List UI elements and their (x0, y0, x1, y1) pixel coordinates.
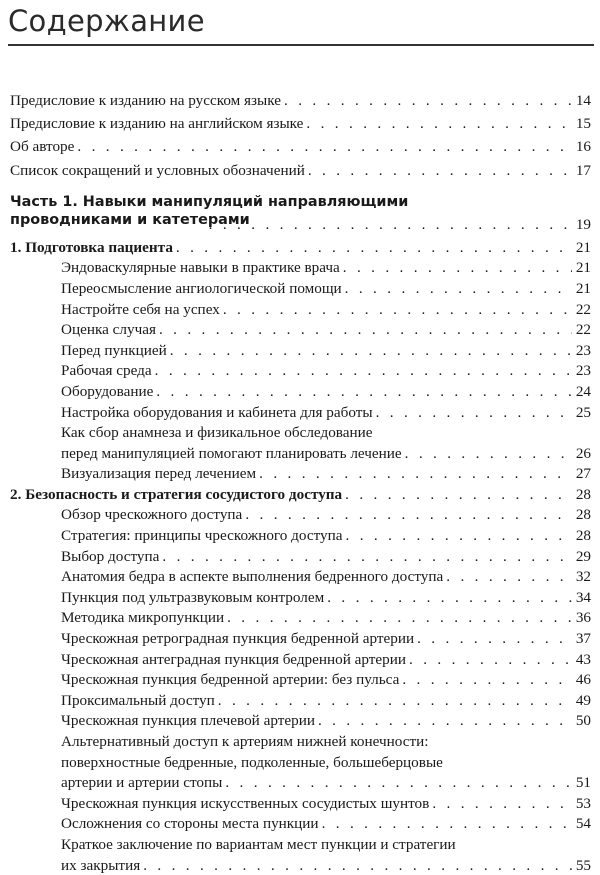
toc-entry-text: Предисловие к изданию на русском языке (10, 92, 281, 109)
toc-entry-text: Проксимальный доступ (61, 691, 215, 709)
toc-entry-text: Настройка оборудования и кабинета для работы (61, 403, 373, 421)
dot-leader (318, 712, 572, 731)
toc-entry[interactable] (10, 259, 591, 278)
toc-entry[interactable] (10, 342, 591, 361)
dot-leader (227, 609, 572, 628)
toc-page-number: 26 (575, 444, 591, 462)
dot-leader (409, 651, 572, 670)
chapter-title: 2. Безопасность и стратегия сосудистого доступа (10, 485, 343, 503)
toc-entry[interactable] (10, 465, 591, 484)
toc-entry-text: Методика микропункции (61, 609, 225, 627)
toc-entry-multiline-line1[interactable] (10, 836, 591, 855)
dot-leader (306, 115, 571, 134)
chapter-title: 1. Подготовка пациента (10, 238, 173, 256)
toc-entry-text: Переосмысление ангиологической помощи (61, 279, 342, 297)
toc-page-number: 15 (575, 115, 591, 133)
toc-entry-text: Чрескожная пункция искусственных сосудистых шунтов (61, 794, 430, 812)
toc-entry-text: Рабочая среда (61, 362, 152, 380)
toc-page-number: 36 (575, 609, 591, 627)
toc-entry-text: Чрескожная ретроградная пункция бедренной артерии (61, 630, 415, 648)
toc-entry-text: Краткое заключение по вариантам мест пункции и стратегии (61, 835, 456, 853)
toc-entry[interactable] (10, 609, 591, 628)
toc-entry-preface-russian[interactable] (10, 92, 591, 111)
toc-entry[interactable] (10, 712, 591, 731)
toc-page-number: 21 (575, 238, 591, 256)
toc-page-number: 53 (575, 794, 591, 812)
dot-leader (345, 486, 572, 505)
dot-leader (218, 692, 572, 711)
toc-page-number: 19 (575, 216, 591, 234)
toc-page-number: 55 (575, 856, 591, 874)
toc-entry-abbreviations[interactable] (10, 162, 591, 181)
toc-entry-preface-english[interactable] (10, 115, 591, 134)
toc-entry-text: Обзор чрескожного доступа (61, 506, 243, 524)
toc-page-number: 23 (575, 341, 591, 359)
dot-leader (343, 259, 572, 278)
dot-leader (346, 527, 572, 546)
dot-leader (417, 630, 572, 649)
part-title-line1: Часть 1. Навыки манипуляций направляющими (10, 194, 409, 211)
toc-entry-text: Предисловие к изданию на английском языке (10, 115, 304, 133)
dot-leader (345, 280, 572, 299)
dot-leader (159, 321, 572, 340)
toc-page-number: 21 (575, 259, 591, 277)
toc-page-number: 28 (575, 485, 591, 503)
page-title: Содержание (8, 4, 205, 38)
toc-entry[interactable] (10, 692, 591, 711)
toc-entry-text: Список сокращений и условных обозначений (10, 161, 305, 179)
toc-page-number: 54 (575, 815, 591, 833)
toc-page-number: 34 (575, 588, 591, 606)
toc-page-number: 46 (575, 671, 591, 689)
toc-entry[interactable] (10, 362, 591, 381)
toc-entry[interactable] (10, 506, 591, 525)
toc-page-number: 16 (575, 138, 591, 156)
dot-leader (155, 362, 572, 381)
toc-entry-text: Эндоваскулярные навыки в практике врача (61, 259, 340, 277)
dot-leader (225, 774, 571, 793)
toc-entry[interactable] (10, 383, 591, 402)
toc-page-number: 17 (575, 161, 591, 179)
toc-entry-text: поверхностные бедренные, подколенные, большеберцовые (61, 753, 443, 771)
toc-page-number: 32 (575, 568, 591, 586)
toc-entry-text: Пункция под ультразвуковым контролем (61, 588, 325, 606)
toc-entry[interactable] (10, 589, 591, 608)
dot-leader (223, 301, 572, 320)
toc-page-number: 24 (575, 382, 591, 400)
toc-entry[interactable] (10, 815, 591, 834)
toc-page-number: 27 (575, 465, 591, 483)
toc-entry-text: перед манипуляцией помогают планировать лечение (61, 444, 402, 462)
toc-entry[interactable] (10, 548, 591, 567)
toc-page-number: 29 (575, 547, 591, 565)
dot-leader (162, 548, 571, 567)
table-of-contents (10, 92, 591, 875)
toc-entry-text: Перед пункцией (61, 341, 167, 359)
part-title-line2: проводниками и катетерами (10, 212, 250, 229)
dot-leader (322, 815, 572, 834)
toc-entry[interactable] (10, 404, 591, 423)
toc-entry-multiline-line2[interactable] (10, 754, 591, 773)
toc-chapter-2[interactable] (10, 486, 591, 505)
toc-page-number: 14 (575, 92, 591, 109)
toc-entry[interactable] (10, 671, 591, 690)
dot-leader (402, 671, 571, 690)
toc-entry-text: Альтернативный доступ к артериям нижней конечности: (61, 733, 429, 750)
toc-entry-text: Об авторе (10, 138, 75, 156)
toc-entry-text: Анатомия бедра в аспекте выполнения бедренного доступа (61, 568, 444, 586)
toc-entry[interactable] (10, 568, 591, 587)
toc-entry[interactable] (10, 630, 591, 649)
toc-entry-text: артерии и артерии стопы (61, 774, 223, 792)
toc-entry-text: Чрескожная пункция плечевой артерии (61, 712, 315, 730)
toc-entry-text: Выбор доступа (61, 547, 160, 565)
toc-page-number: 25 (575, 403, 591, 421)
toc-entry-text: Оборудование (61, 382, 154, 400)
toc-entry-text: Как сбор анамнеза и физикальное обследование (61, 424, 373, 442)
toc-entry-multiline-line1[interactable] (10, 733, 591, 752)
dot-leader (284, 92, 572, 111)
toc-entry-text: Визуализация перед лечением (61, 465, 257, 483)
toc-page-number: 49 (575, 691, 591, 709)
toc-entry-text: Стратегия: принципы чрескожного доступа (61, 527, 343, 545)
toc-entry-text: Оценка случая (61, 321, 156, 339)
dot-leader (446, 568, 572, 587)
toc-entry[interactable] (10, 321, 591, 340)
toc-entry[interactable] (10, 795, 591, 814)
dot-leader (327, 589, 572, 608)
dot-leader (405, 445, 572, 464)
toc-entry[interactable] (10, 280, 591, 299)
dot-leader (156, 383, 571, 402)
toc-page-number: 51 (575, 774, 591, 792)
toc-entry-multiline-line1[interactable] (10, 424, 591, 443)
toc-entry[interactable] (10, 651, 591, 670)
toc-chapter-1[interactable] (10, 239, 591, 258)
toc-entry-text: Чрескожная антеградная пункция бедренной артерии (61, 650, 407, 668)
toc-entry-multiline-line2[interactable] (10, 857, 591, 875)
toc-page-number: 23 (575, 362, 591, 380)
toc-page-number: 21 (575, 279, 591, 297)
title-divider (8, 44, 594, 46)
toc-page-number: 28 (575, 506, 591, 524)
dot-leader (308, 162, 572, 181)
dot-leader (245, 506, 572, 525)
toc-page-number: 37 (575, 630, 591, 648)
dot-leader (176, 239, 572, 258)
toc-part-1[interactable] (10, 194, 591, 235)
toc-entry[interactable] (10, 301, 591, 320)
toc-entry-about-author[interactable] (10, 138, 591, 157)
toc-entry-multiline-line3[interactable] (10, 774, 591, 793)
toc-entry-text: Настройте себя на успех (61, 300, 220, 318)
toc-entry-text: их закрытия (61, 856, 141, 874)
toc-page-number: 22 (575, 321, 591, 339)
toc-page-number: 50 (575, 712, 591, 730)
toc-page-number: 22 (575, 300, 591, 318)
dot-leader (143, 857, 572, 875)
dot-leader (209, 216, 572, 235)
toc-page-number: 43 (575, 650, 591, 668)
dot-leader (77, 138, 571, 157)
dot-leader (376, 404, 572, 423)
toc-entry[interactable] (10, 527, 591, 546)
toc-entry-multiline-line2[interactable] (10, 445, 591, 464)
dot-leader (432, 795, 572, 814)
dot-leader (170, 342, 572, 361)
dot-leader (259, 465, 572, 484)
toc-entry-text: Осложнения со стороны места пункции (61, 815, 319, 833)
toc-entry-text: Чрескожная пункция бедренной артерии: без пульса (61, 671, 400, 689)
toc-page-number: 28 (575, 527, 591, 545)
